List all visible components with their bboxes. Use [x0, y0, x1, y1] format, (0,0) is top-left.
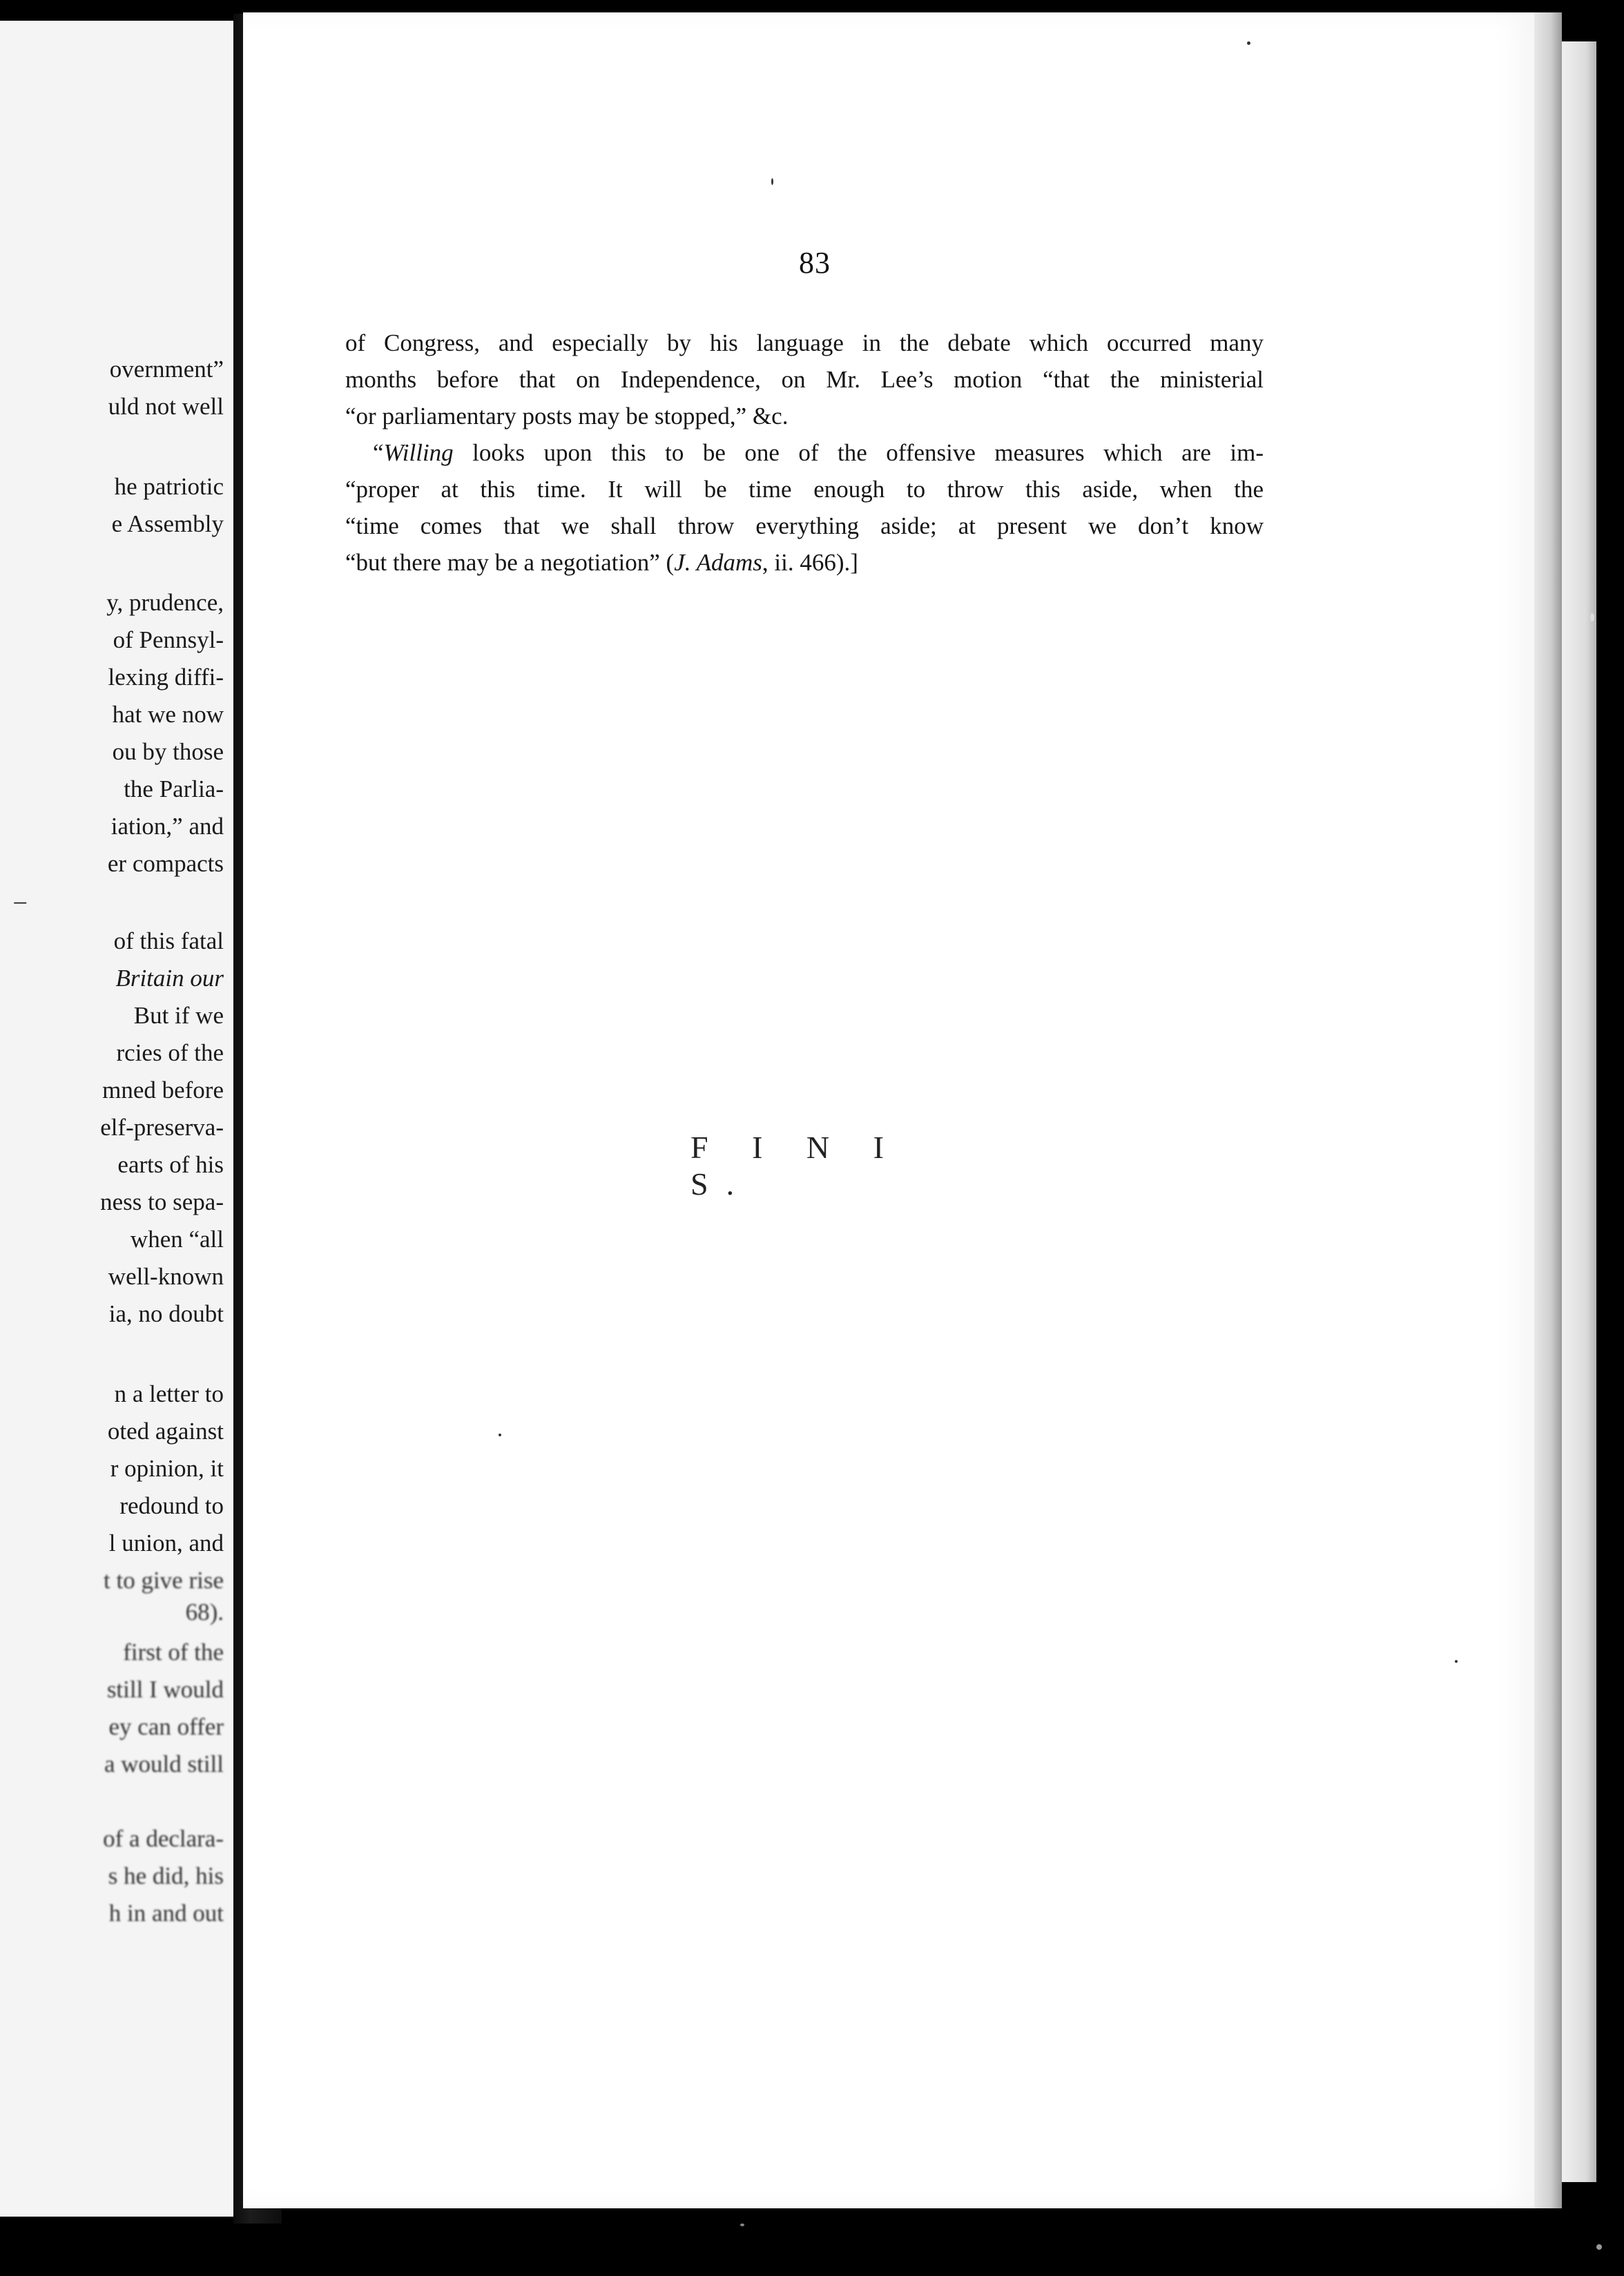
text-line: “time comes that we shall throw everything aside; at present we don’t know: [345, 512, 1264, 539]
left-page-text-fragment: But if we: [133, 1002, 224, 1029]
text-line: “or parliamentary posts may be stopped,” &c.: [345, 403, 789, 430]
left-page-text-fragment: mned before: [102, 1077, 224, 1103]
dust-speck: [1455, 1660, 1458, 1663]
left-page-text-fragment: e Assembly: [111, 510, 224, 537]
text-run: looks upon this to be one of the offensive measures which are im-: [453, 439, 1264, 466]
dust-speck: [771, 178, 773, 185]
left-page-text-fragment: y, prudence,: [106, 589, 224, 616]
text-line: “proper at this time. It will be time enough to throw this aside, when the: [345, 476, 1264, 503]
left-page-text-fragment: Britain our: [115, 965, 224, 992]
citation-author: J. Adams: [674, 549, 762, 576]
left-page-text-fragment: earts of his: [117, 1151, 224, 1178]
text-line: months before that on Independence, on Mr. Lee’s motion “that the ministerial: [345, 366, 1264, 393]
left-page-text-fragment: hat we now: [112, 701, 224, 728]
left-page-text-fragment: elf-preserva-: [100, 1114, 224, 1141]
left-page-text-fragment: of this fatal: [113, 927, 224, 954]
left-page-text-fragment: first of the: [123, 1639, 224, 1666]
left-page-text-fragment: of a declara-: [103, 1825, 224, 1852]
left-page-text-fragment: well-known: [108, 1263, 224, 1290]
left-page-text-fragment: he patriotic: [114, 473, 224, 500]
speaker-name: Willing: [383, 439, 454, 466]
left-page-text-fragment: r opinion, it: [110, 1455, 224, 1482]
text-line: of Congress, and especially by his language in the debate which occurred many: [345, 329, 1264, 356]
left-page-text-fragment: er compacts: [107, 850, 224, 877]
left-page-text-fragment: ia, no doubt: [108, 1300, 224, 1327]
left-facing-page: [0, 21, 233, 2217]
dust-speck: [740, 2224, 744, 2226]
dust-speck: [1590, 613, 1594, 621]
text-line: [345, 434, 1264, 471]
left-page-text-fragment: l union, and: [108, 1530, 224, 1556]
left-page-text-fragment: 68).: [185, 1599, 224, 1626]
left-page-text-fragment: uld not well: [108, 393, 224, 420]
left-page-text-fragment: when “all: [130, 1226, 224, 1253]
left-page-text-fragment: of Pennsyl-: [113, 626, 224, 653]
page-edge: [1562, 41, 1596, 2182]
left-page-text-fragment: oted against: [107, 1418, 224, 1445]
dust-speck: [1247, 41, 1250, 45]
left-page-text-fragment: redound to: [119, 1492, 224, 1519]
text-run: “but there may be a negotiation” (: [345, 549, 675, 576]
left-page-text-fragment: ou by those: [112, 738, 224, 765]
text-run: , ii. 466).]: [762, 549, 858, 576]
page-edge: [1534, 12, 1562, 2208]
left-page-text-fragment: lexing diffi-: [108, 664, 224, 691]
left-page-text-fragment: the Parlia-: [124, 775, 224, 802]
left-page-text-fragment: ey can offer: [108, 1713, 224, 1740]
finis-heading: F I N I S.: [690, 1130, 902, 1202]
dust-speck: [1596, 2244, 1602, 2250]
page-number: 83: [799, 246, 831, 280]
left-page-text-fragment: t to give rise: [104, 1567, 224, 1594]
left-page-text-fragment: rcies of the: [116, 1039, 224, 1066]
left-page-text-fragment: s he did, his: [108, 1862, 224, 1889]
left-page-text-fragment: overnment”: [109, 356, 224, 383]
left-page-text-fragment: h in and out: [108, 1900, 224, 1927]
body-text: [345, 325, 1264, 581]
dust-speck: [499, 1434, 501, 1436]
left-page-text-fragment: –: [14, 887, 26, 914]
text-line: [345, 544, 1264, 581]
left-page-text-fragment: iation,” and: [110, 813, 224, 840]
left-page-text-fragment: ness to sepa-: [100, 1188, 224, 1215]
left-page-text-fragment: still I would: [106, 1676, 224, 1703]
quote-mark: “: [373, 439, 384, 466]
left-page-text-fragment: n a letter to: [114, 1380, 224, 1407]
left-page-text-fragment: a would still: [104, 1751, 224, 1777]
